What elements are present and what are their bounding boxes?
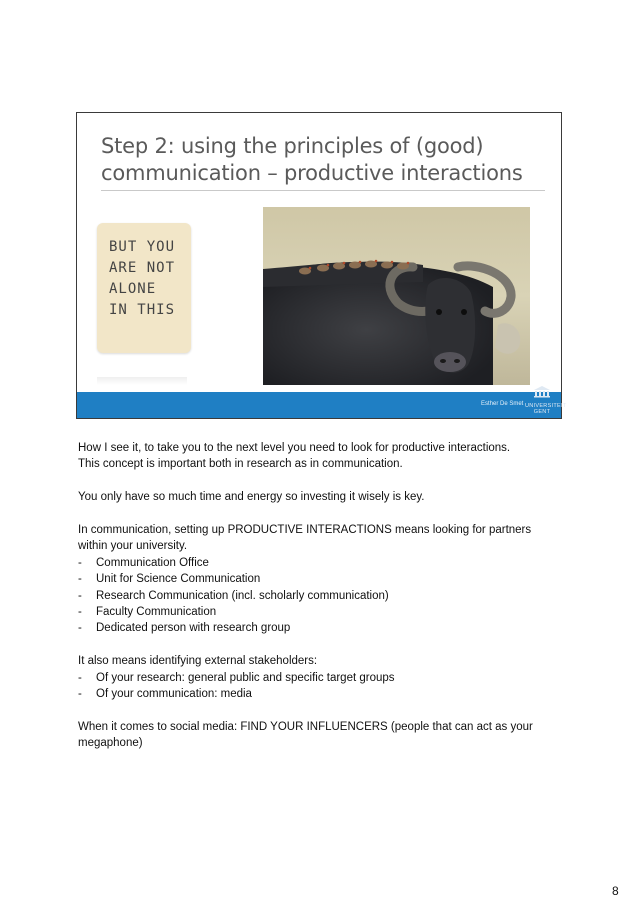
title-divider <box>101 190 545 191</box>
paragraph-3 <box>78 522 558 555</box>
note-reflection <box>97 377 187 385</box>
list-item: - Faculty Communication <box>78 606 217 619</box>
paragraph-4: It also means identifying external stakeholders: <box>78 655 318 668</box>
presentation-slide <box>76 112 567 419</box>
external-stakeholders-list <box>78 670 558 703</box>
list-item: - Of your communication: media <box>78 688 252 701</box>
notes-body <box>78 440 558 752</box>
slide-title <box>101 133 541 187</box>
sticky-note-text <box>109 237 189 321</box>
slide-footer-author: Esther De Smet <box>481 401 524 407</box>
university-building-icon <box>533 386 551 398</box>
paragraph-5-line-2: megaphone) <box>78 737 143 750</box>
slide-title-line-2: communication – productive interactions <box>101 161 523 185</box>
page-number: 8 <box>612 884 619 898</box>
note-line-3: ALONE <box>109 281 157 297</box>
slide-title-line-1: Step 2: using the principles of (good) <box>101 134 484 158</box>
note-line-2: ARE NOT <box>109 260 176 276</box>
logo-text-line-1: UNIVERSITEIT <box>525 403 567 409</box>
university-logo <box>525 385 567 415</box>
paragraph-1 <box>78 440 558 473</box>
buffalo-with-birds-photo <box>263 207 530 385</box>
paragraph-3-line-1: In communication, setting up PRODUCTIVE INTERACTIONS means looking for partners <box>78 524 532 536</box>
paragraph-3-line-2: within your university. <box>78 540 188 553</box>
sticky-note-image <box>97 223 191 353</box>
note-line-4: IN THIS <box>109 302 176 318</box>
list-item: - Communication Office <box>78 556 209 569</box>
internal-partners-list <box>78 555 558 637</box>
list-item: - Research Communication (incl. scholarly communication) <box>78 589 389 602</box>
paragraph-1-line-2: This concept is important both in research as in communication. <box>78 458 403 471</box>
list-item: - Of your research: general public and specific target groups <box>78 671 395 684</box>
paragraph-1-line-1: How I see it, to take you to the next level you need to look for productive interactions. <box>78 442 511 454</box>
note-line-1: BUT YOU <box>109 239 176 255</box>
list-item: - Unit for Science Communication <box>78 573 261 586</box>
list-item: - Dedicated person with research group <box>78 622 291 635</box>
paragraph-2: You only have so much time and energy so investing it wisely is key. <box>78 491 425 504</box>
logo-text-line-2: GENT <box>533 409 551 415</box>
paragraph-5 <box>78 719 558 752</box>
paragraph-5-line-1: When it comes to social media: FIND YOUR INFLUENCERS (people that can act as your <box>78 720 533 733</box>
